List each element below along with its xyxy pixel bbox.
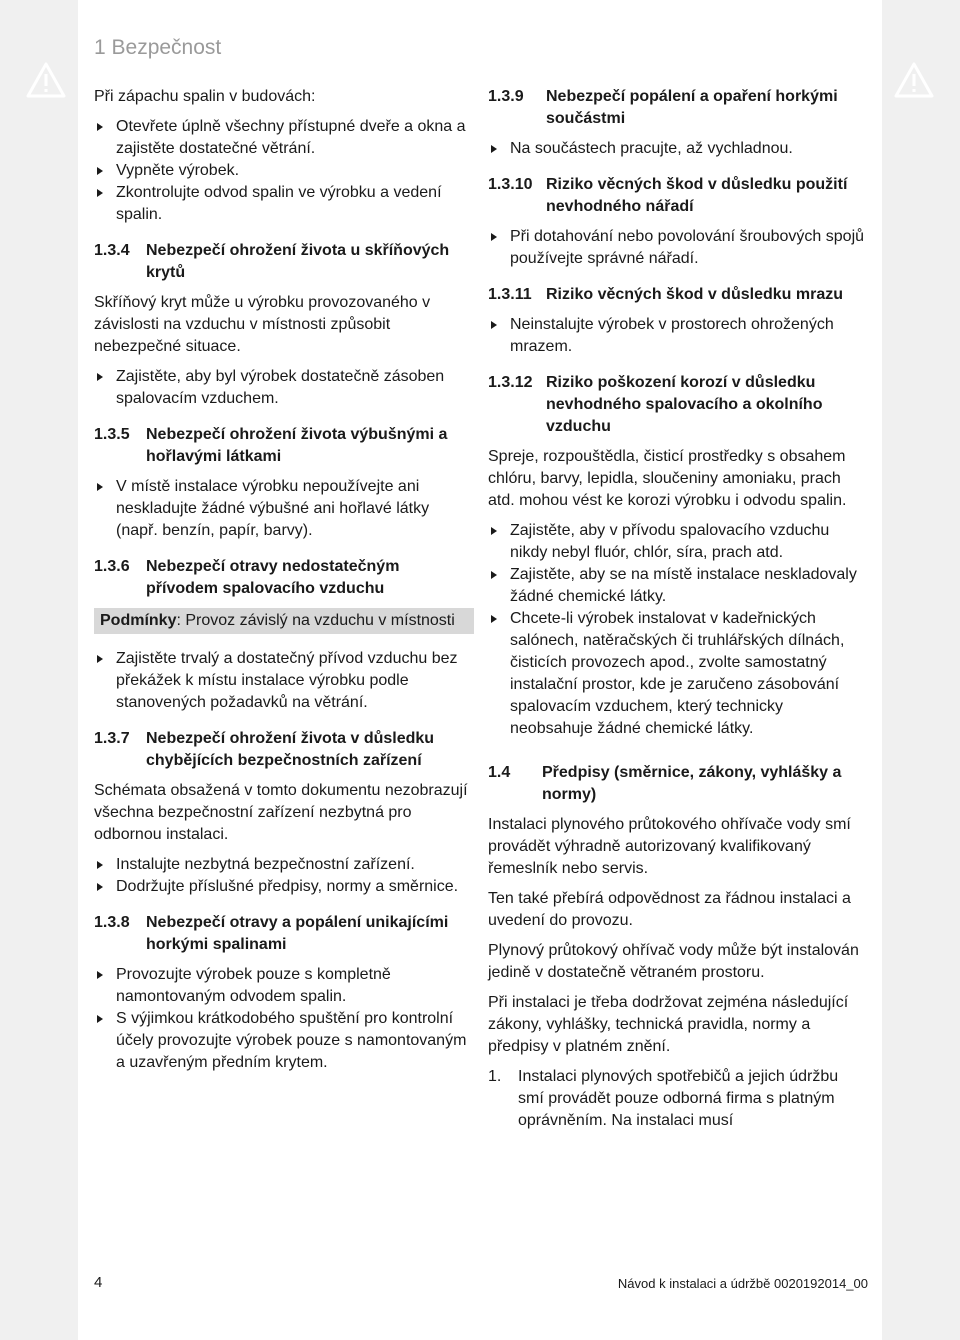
list-item: Provozujte výrobek pouze s kompletně namontovaným odvodem spalin. (94, 964, 474, 1008)
section-number: 1.3.4 (94, 242, 130, 259)
section-list (94, 366, 474, 410)
left-margin-band (0, 0, 78, 1340)
section-text: Schémata obsažená v tomto dokumentu nezobrazují všechna bezpečnostní zařízení nezbytná pro odbornou instalaci. (94, 782, 468, 843)
list-item: Zkontrolujte odvod spalin ve výrobku a vedení spalin. (94, 182, 474, 226)
list-item: Zajistěte, aby se na místě instalace neskladovaly žádné chemické látky. (488, 564, 868, 608)
list-item: Otevřete úplně všechny přístupné dveře a okna a zajistěte dostatečné větrání. (94, 116, 474, 160)
right-column (488, 86, 868, 1132)
list-item: Neinstalujte výrobek v prostorech ohrožených mrazem. (488, 314, 868, 358)
paragraph: Plynový průtokový ohřívač vody může být instalován jedině v dostatečně větraném prostoru. (488, 942, 859, 981)
section-title: Nebezpečí ohrožení života v důsledku chybějících bezpečnostních zařízení (146, 730, 435, 769)
section-list (488, 314, 868, 358)
paragraph: Při instalaci je třeba dodržovat zejména následující zákony, vyhlášky, technická pravidla, normy a předpisy v platném znění. (488, 994, 849, 1055)
list-item: Zajistěte trvalý a dostatečný přívod vzduchu bez překážek k místu instalace výrobku podle stanovených požadavků na větrání. (94, 648, 474, 714)
list-item: V místě instalace výrobku nepoužívejte ani neskladujte žádné výbušné ani hořlavé látky (např. benzín, papír, barvy). (94, 476, 474, 542)
paragraph: Instalaci plynového průtokového ohřívače vody smí provádět výhradně autorizovaný kvalifikovaný řemeslník nebo servis. (488, 816, 851, 877)
section-heading-1-3-8 (94, 912, 474, 956)
list-item (488, 1066, 868, 1132)
list-item: Zajistěte, aby v přívodu spalovacího vzduchu nikdy nebyl fluór, chlór, síra, prach atd. (488, 520, 868, 564)
section-heading-1-4 (488, 762, 868, 806)
page-number: 4 (94, 1274, 103, 1291)
section-text: Spreje, rozpouštědla, čisticí prostředky s obsahem chlóru, barvy, lepidla, sloučeniny amoniaku, prach atd. mohou vést ke korozi výrobku i odvodu spalin. (488, 448, 847, 509)
warning-triangle-icon (26, 62, 66, 98)
section-heading-1-3-7 (94, 728, 474, 772)
section-title: Nebezpečí popálení a opaření horkými součástmi (546, 88, 838, 127)
left-column (94, 86, 474, 1082)
section-number: 1.3.5 (94, 426, 130, 443)
section-list (488, 520, 868, 740)
section-list (94, 854, 474, 898)
right-margin-band (882, 0, 960, 1340)
list-item: Zajistěte, aby byl výrobek dostatečně zásoben spalovacím vzduchem. (94, 366, 474, 410)
section-heading-1-3-9 (488, 86, 868, 130)
section-title: Riziko věcných škod v důsledku mrazu (546, 286, 843, 303)
section-heading-1-3-12 (488, 372, 868, 438)
list-item: Při dotahování nebo povolování šroubových spojů používejte správné nářadí. (488, 226, 868, 270)
section-title: Nebezpečí otravy nedostatečným přívodem spalovacího vzduchu (146, 558, 400, 597)
section-heading-1-3-10 (488, 174, 868, 218)
paragraph: Ten také přebírá odpovědnost za řádnou instalaci a uvedení do provozu. (488, 890, 851, 929)
section-list (94, 476, 474, 542)
warning-triangle-icon (894, 62, 934, 98)
conditions-text: Provoz závislý na vzduchu v místnosti (180, 612, 455, 629)
list-item: Vypněte výrobek. (94, 160, 474, 182)
section-list (488, 226, 868, 270)
section-heading-1-3-11 (488, 284, 868, 306)
section-title: Nebezpečí ohrožení života výbušnými a hořlavými látkami (146, 426, 448, 465)
section-list (488, 138, 868, 160)
section-number: 1.4 (488, 764, 511, 781)
section-number: 1.3.10 (488, 176, 533, 193)
section-list (94, 648, 474, 714)
section-heading-1-3-6 (94, 556, 474, 600)
section-number: 1.3.11 (488, 286, 532, 303)
numbered-list (488, 1066, 868, 1132)
section-title: Riziko věcných škod v důsledku použití nevhodného nářadí (546, 176, 848, 215)
conditions-label: Podmínky : (100, 612, 181, 629)
section-number: 1.3.9 (488, 88, 524, 105)
list-item: Chcete-li výrobek instalovat v kadeřnických salónech, natěračských či truhlářských dílnách, čisticích provozech apod., zvolte samostatný instalační prostor, kde je zaručeno zásobování spalovacím vzduchem, který technicky neobsahuje žádné chemické látky. (488, 608, 868, 740)
section-heading-1-3-4 (94, 240, 474, 284)
item-text: Instalaci plynových spotřebičů a jejich údržbu smí provádět pouze odborná firma s platným oprávněním. Na instalaci musí (518, 1068, 839, 1129)
conditions-box (94, 608, 474, 634)
list-item: S výjimkou krátkodobého spuštění pro kontrolní účely provozujte výrobek pouze s namontovaným a uzavřeným předním krytem. (94, 1008, 474, 1074)
section-number: 1.3.8 (94, 914, 130, 931)
section-number: 1.3.12 (488, 374, 533, 391)
section-title: Předpisy (směrnice, zákony, vyhlášky a normy) (542, 764, 842, 803)
section-title: Nebezpečí otravy a popálení unikajícími horkými spalinami (146, 914, 449, 953)
intro-list (94, 116, 474, 226)
list-item: Dodržujte příslušné předpisy, normy a směrnice. (94, 876, 474, 898)
document-reference: Návod k instalaci a údržbě 0020192014_00 (617, 1276, 868, 1291)
section-list (94, 964, 474, 1074)
section-title: Nebezpečí ohrožení života u skříňových krytů (146, 242, 450, 281)
chapter-title: 1 Bezpečnost (94, 36, 222, 59)
list-item: Na součástech pracujte, až vychladnou. (488, 138, 868, 160)
section-heading-1-3-5 (94, 424, 474, 468)
section-title: Riziko poškození korozí v důsledku nevhodného spalovacího a okolního vzduchu (546, 374, 823, 435)
section-text: Skříňový kryt může u výrobku provozovaného v závislosti na vzduchu v místnosti způsobit nebezpečné situace. (94, 294, 431, 355)
item-number: 1. (488, 1068, 502, 1085)
section-number: 1.3.6 (94, 558, 130, 575)
intro-text: Při zápachu spalin v budovách: (94, 88, 316, 105)
list-item: Instalujte nezbytná bezpečnostní zařízení. (94, 854, 474, 876)
section-number: 1.3.7 (94, 730, 130, 747)
